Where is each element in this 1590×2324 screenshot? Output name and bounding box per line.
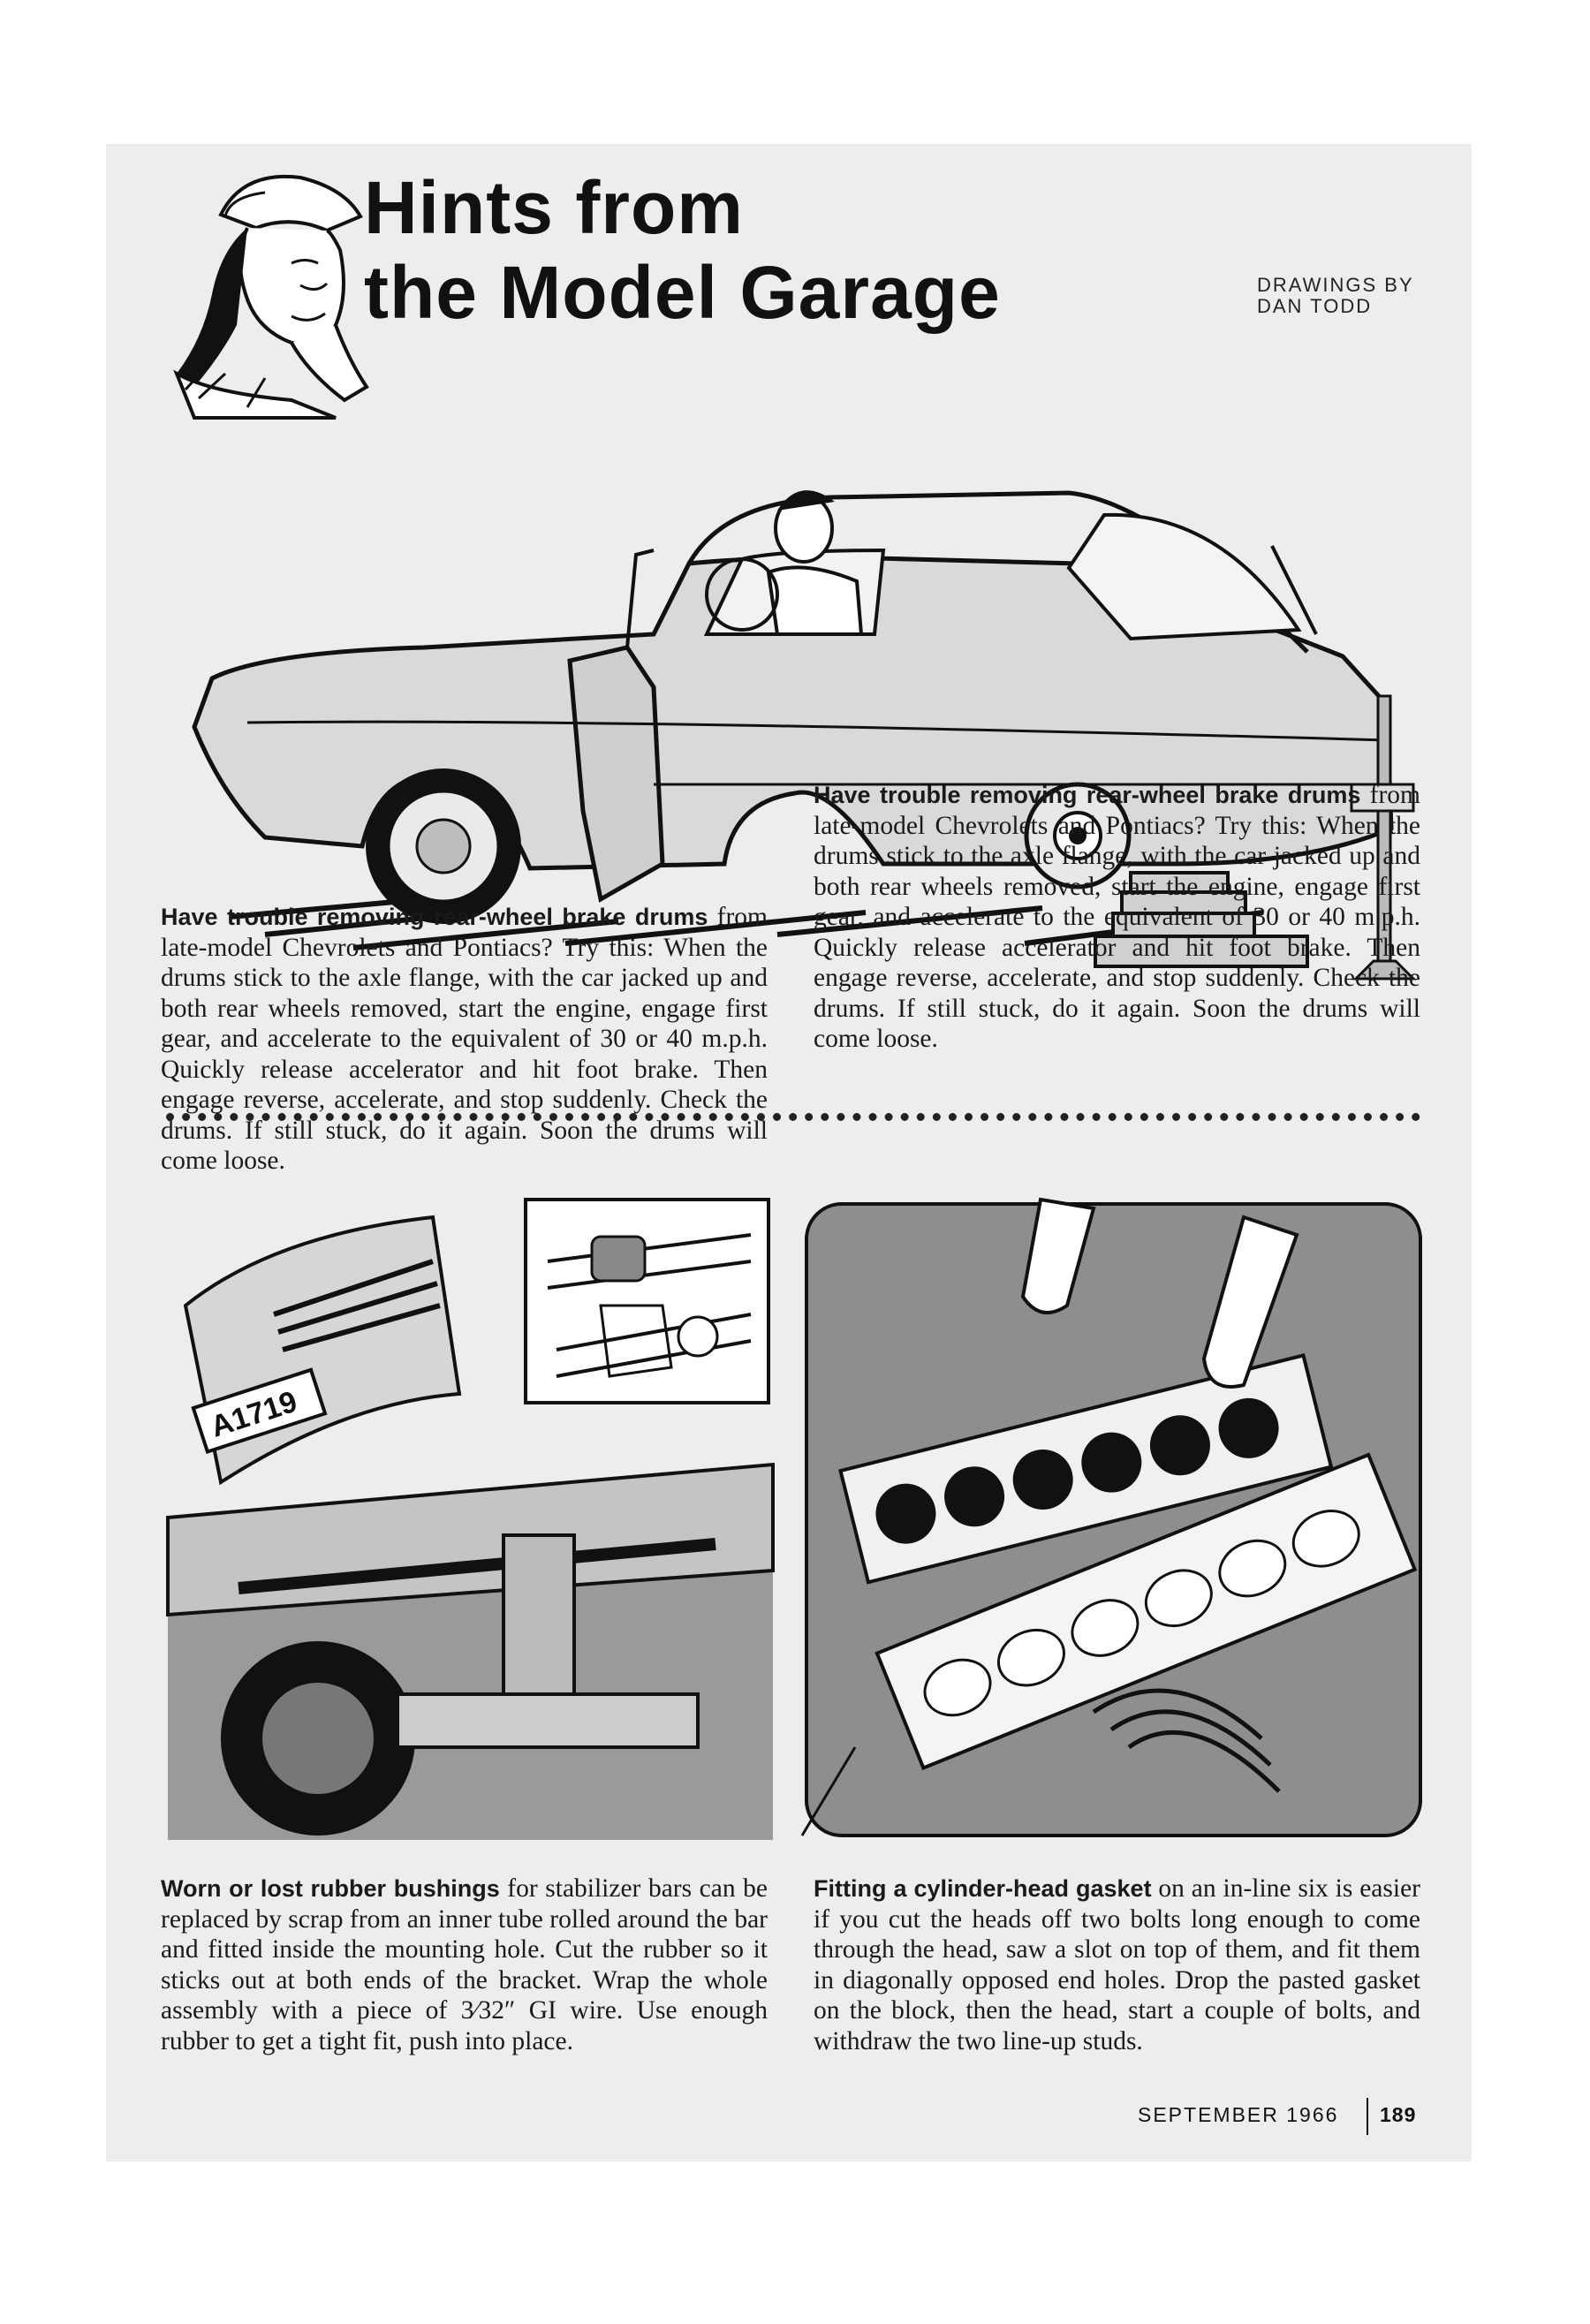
license-plate-text: A1719 [206, 1384, 302, 1444]
hint-1-lead: Have trouble removing rear-wheel brake drums [161, 904, 708, 930]
hint-3-text: on an in-line six is easier if you cut the heads off two bolts long enough to come through the head, saw a slot on top of them, and fit them in diagonally opposed end holes. Drop the pasted gasket on the block, then the head, start a couple of bolts, and withdraw the two line-up studs. [814, 1874, 1420, 2055]
page-number: 189 [1380, 2103, 1417, 2126]
footer-separator [1367, 2098, 1368, 2135]
drawing-credit-name: DAN TODD [1257, 295, 1373, 317]
hint-1-column-2 [814, 781, 1420, 1053]
dotted-divider [166, 1113, 1420, 1121]
hint-3-lead: Fitting a cylinder-head gasket [814, 1875, 1152, 1902]
title-line-2: the Model Garage [364, 251, 1001, 334]
hint-2-text: for stabilizer bars can be replaced by scrap from an inner tube rolled around the bar and fitted inside the mounting hole. Cut the rubber so it sticks out at both ends of the bracket. Wrap the whole assembly with a piece of 3⁄32″ GI wire. Use enough rubber to get a tight fit, push into place. [161, 1874, 768, 2055]
hint-3-column [814, 1874, 1420, 2056]
hint-1-text-continued: from late-model Chevrolets and Pontiacs? Try this: When the drums stick to the axle flange, with the car jacked up and both rear wheels removed, start the engine, engage first gear, and accelerate to the equivalent of 30 or 40 m.p.h. Quickly release accelerator and hit foot brake. Then engage reverse, accelerate, and stop suddenly. Check the drums. If still stuck, do it again. Soon the drums will come loose. [814, 781, 1420, 1053]
hint-2-column [161, 1874, 768, 2056]
drawing-credit-label: DRAWINGS BY [1257, 274, 1414, 296]
magazine-page [106, 144, 1472, 2161]
cylinder-head-gasket-illustration [802, 1200, 1425, 1840]
hint-1-lead-continued: Have trouble removing rear-wheel brake drums [814, 782, 1361, 808]
hint-2-lead: Worn or lost rubber bushings [161, 1875, 500, 1902]
footer-issue-date: SEPTEMBER 1966 [1138, 2103, 1339, 2126]
hint-1-text: from late-model Chevrolets and Pontiacs? Try this: When the drums stick to the axle flange, with the car jacked up and both rear wheels removed, start the engine, engage first gear, and accelerate to the equivalent of 30 or 40 m.p.h. Quickly release accelerator and hit foot brake. Then engage reverse, accelerate, and stop suddenly. Check the drums. If still stuck, do it again. Soon the drums will come loose. [161, 903, 768, 1175]
title-line-1: Hints from [364, 166, 744, 249]
hint-1-column-1 [161, 902, 768, 1175]
stabilizer-bar-illustration [168, 1200, 773, 1840]
